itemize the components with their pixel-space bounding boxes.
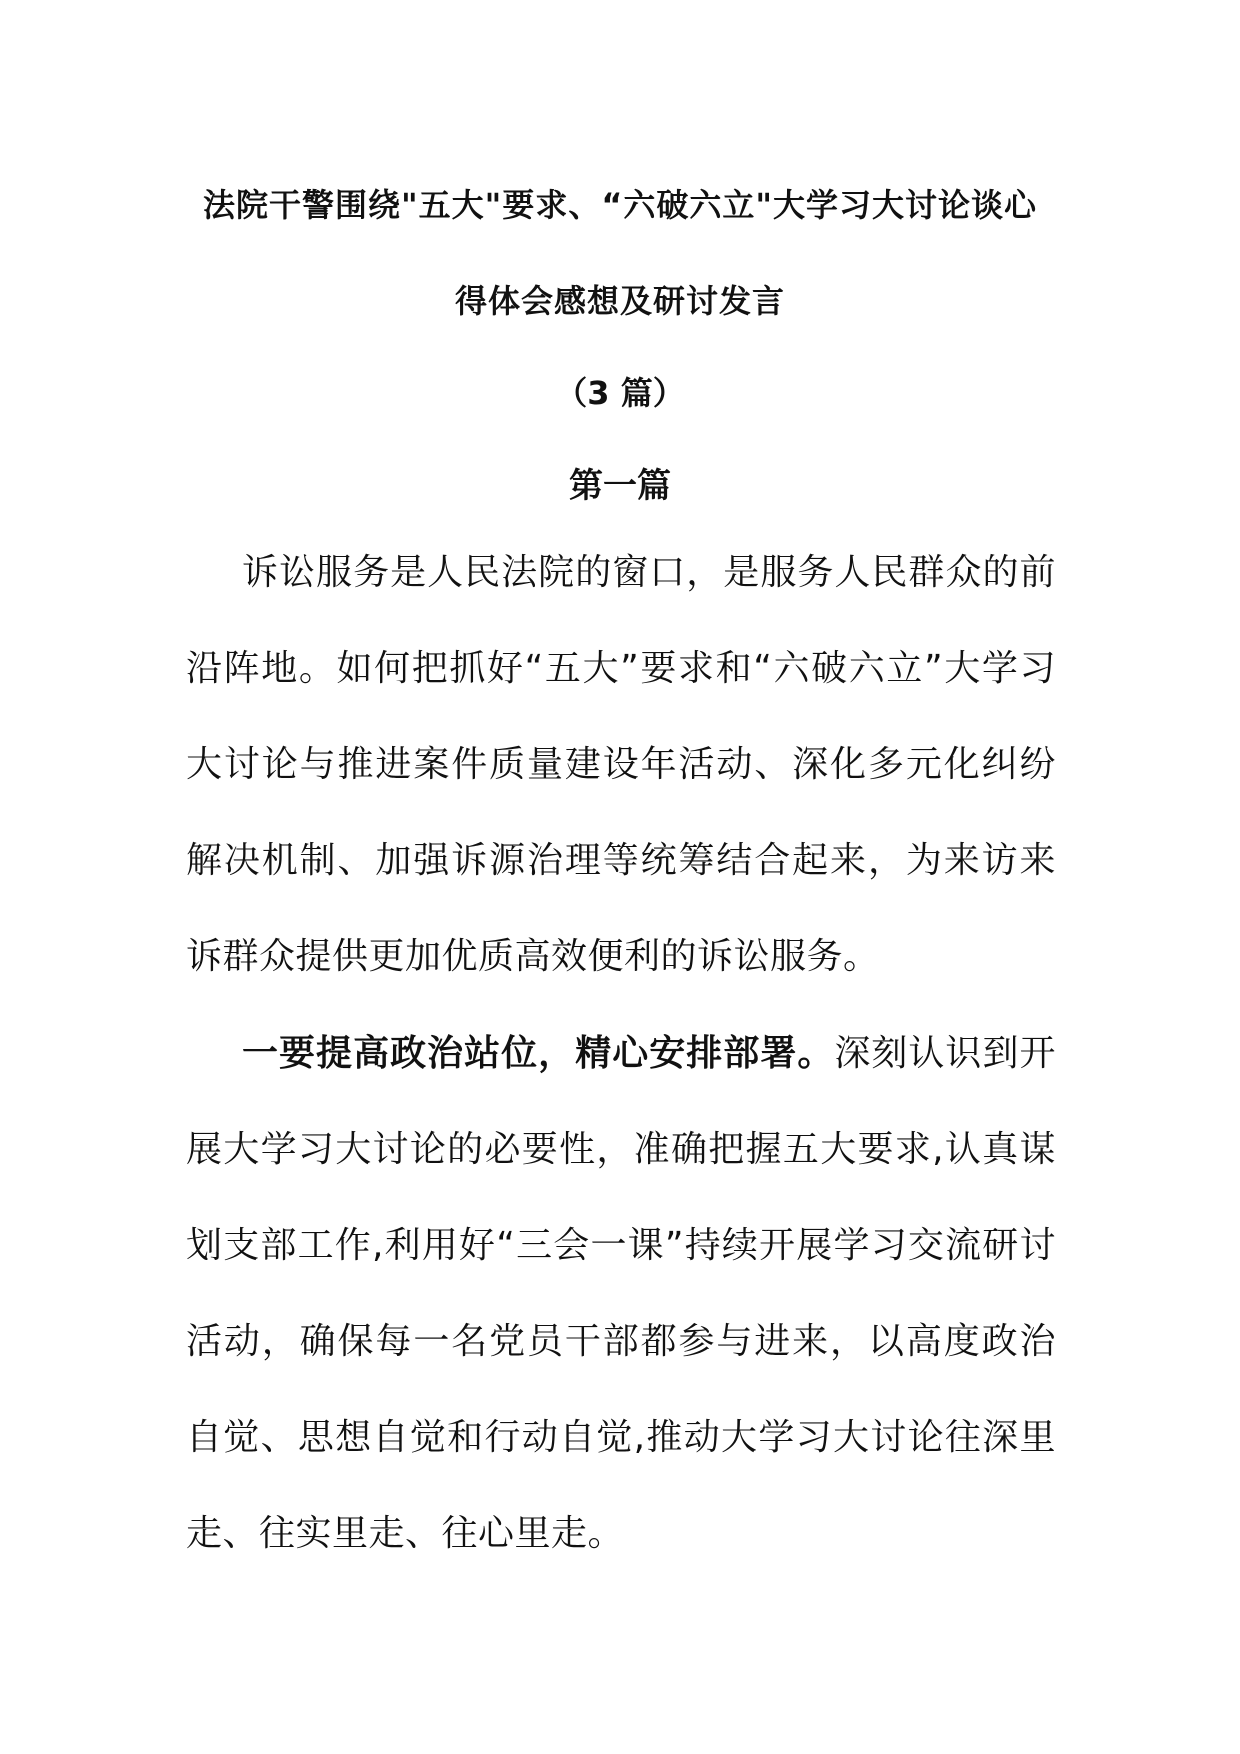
paragraph-2-text: 深刻认识到开展大学习大讨论的必要性，准确把握五大要求,认真谋划支部工作,利用好“三会一课”持续开展学习交流研讨活动，确保每一名党员干部都参与进来，以高度政治自觉、思想自觉和行动自觉,推动大学习大讨论往深里走、往实里走、往心里走。	[186, 1033, 1056, 1554]
paragraph-2-lead: 一要提高政治站位，精心安排部署。	[242, 1033, 835, 1074]
document-title-line-1: 法院干警围绕"五大"要求、“六破六立"大学习大讨论谈心	[202, 186, 1038, 224]
paragraph-1	[186, 525, 1056, 1005]
paragraph-1-text: 诉讼服务是人民法院的窗口，是服务人民群众的前沿阵地。如何把抓好“五大”要求和“六破六立”大学习大讨论与推进案件质量建设年活动、深化多元化纠纷解决机制、加强诉源治理等统筹结合起来，为来访来诉群众提供更加优质高效便利的诉讼服务。	[186, 552, 1056, 977]
section-heading: 第一篇	[569, 466, 671, 506]
paragraph-2	[186, 1006, 1056, 1582]
document-subtitle: （3 篇）	[555, 374, 685, 412]
document-title-line-2: 得体会感想及研讨发言	[454, 282, 785, 320]
